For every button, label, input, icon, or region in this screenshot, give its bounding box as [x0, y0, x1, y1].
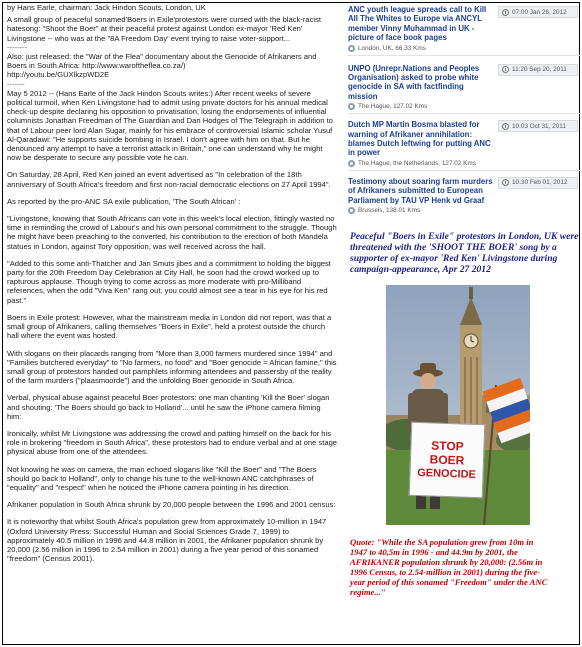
population-quote: Quote: "While the SA population grew from 10m in 1947 to 40,5m in 1996 - and 44.9m by 2001, the AFRIKANER population shrunk by 20,000: (2.56m in 1996 Census, to 2.54-million in 2001) during the five-year period of this sonamed "Freedom" under the ANC regime..." [350, 537, 548, 598]
news-location: The Hague, 127.02 Kms [348, 103, 580, 110]
sidebar [348, 3, 580, 643]
paragraph: Ironically, whilst Mr Livingstone was addressing the crowd and patting himself on the back for his role in brokering "freedom in South Africa", these protestors had to endure verbal and at one stage physical abuse from one of the attendees. [7, 428, 337, 457]
youtube-link[interactable]: http://youtu.be/GUXlkzpWD2E [7, 70, 110, 80]
location-pin-icon [348, 207, 355, 214]
article-intro: A small group of peaceful sonamed'Boers in Exile'protestors were cursed with the black-racist hatesong: "Shoot the Boer" at their peaceful protest against London ex-mayor 'Red Ken' Livingstone -- who was at the "8A Freedom Day' event trying to raise voter-support... [7, 15, 321, 43]
paragraph: Afrikaner population in South Africa shrunk by 20,000 people between the 1996 and 2001 census: [7, 500, 336, 510]
paragraph: "Livingstone, knowing that South Africans can vote in this week's local election, fittingly wasted no time in reminding the crowd of Labour's and his own personal commitment to the struggle. Though he might have been preaching to the converted, his contribution to the erection of both Mandela statues in London, against Tory opposition, was well received across the hall. [7, 214, 337, 251]
paragraph: May 5 2012 -- (Hans Earle of the Jack Hindon Scouts writes:) After recent weeks of severe political turmoil, when Ken Livingstone had to admit using private doctors for his annual medical check-up despite declaring his opposition to privatisation, losing the endorsements of influential columnists Jonathan Freedman of The Guardian and Dan Hodges of The Telegraph in addition to that of Labour peer lord Alan Sugar, mainly for his embrace of controversial Islamic scholar Yusuf Al-Qaradawi: "He supports suicide bombing in Israel. I don't agree with him on that. But he denounced any attempt to have a terrorist attack in Britain," one can understand why he might now be desperate to secure any possible vote he can. [7, 88, 333, 163]
location-pin-icon [348, 103, 355, 110]
location-pin-icon [348, 45, 355, 52]
news-headline-link[interactable]: ANC youth league spreads call to Kill All The Whites to Europe via ANCYL member Vinny Muhammad in UK - picture of face book pages [348, 5, 487, 43]
paragraph: Boers in Exile protest: However, what the mainstream media in London did not report, was that a small group of Afrikaners, calling themselves "Boers in Exile", held a protest outside the church hall where the event was hosted. [7, 312, 332, 341]
news-item[interactable] [348, 3, 580, 55]
news-item[interactable] [348, 171, 580, 217]
clock-icon [502, 9, 509, 16]
stop-boer-genocide-placard: STOP BOER GENOCIDE [409, 422, 486, 499]
clock-icon [502, 123, 509, 130]
paragraph: Not knowing he was on camera, the man echoed slogans like "Kill the Boer" and "The Boers should go back to Holland", only to change his tune to the well-known ANC catchphrases of "equality" and "respect" when he noticed the iPhone camera pointing in his direction. [7, 464, 317, 492]
news-timestamp: 11:20 Sep 20, 2011 [498, 64, 578, 76]
news-location: London, UK, 66.33 Kms [348, 45, 580, 52]
separator: ------- [7, 79, 25, 89]
clock-icon [502, 66, 509, 73]
news-timestamp: 10:30 Feb 01, 2012 [498, 177, 578, 189]
news-location: The Hague, the Netherlands, 127.02 Kms [348, 160, 580, 167]
page-frame [2, 2, 580, 645]
protest-photo [386, 285, 530, 525]
news-headline-link[interactable]: UNPO (Unrepr.Nations and Peoples Organisation) asked to probe white genocide in SA with factfinding mission [348, 63, 480, 101]
paragraph: With slogans on their placards ranging from "More than 3,000 farmers murdered since 1994" and "Families butchered everyday" to "No farmers, no food" and "Boer genocide = African famine," this small group of protestors handed out pamphlets informing attendees and passersby of the reality of the farm murders ("plaasmoorde") and the unfolding Boer genocide in South Africa. [7, 348, 337, 386]
paragraph: Verbal, physical abuse against peaceful Boer protestors: one man chanting 'Kill the Boer' slogan and shouting: 'The Boers should go back to Holland'... until he saw the iPhone camera filming him: [7, 393, 330, 421]
news-timestamp: 10:03 Oct 31, 2011 [498, 120, 578, 132]
news-item[interactable] [348, 56, 580, 114]
clock-icon [502, 179, 509, 186]
news-location: Brussels, 138.01 Kms [348, 207, 580, 214]
paragraph: On Saturday, 28 April, Red Ken joined an event advertised as "In celebration of the 18th anniversary of South Africa's freedom and first non-racial democratic elections on 27 April 1994". [7, 170, 331, 189]
photo-caption: Peaceful "Boers in Exile" protestors in London, UK were threatened with the 'SHOOT THE BOER' song by a supporter of ex-mayor 'Red Ken' Livingstone during campaign-appearance, Apr 27 2012 [350, 231, 579, 276]
documentary-note: Also: just released: the "War of the Flea" documentary about the Genocide of Afrikaners and Boers in South Africa: http://www.waroftheflea.co.za/) [7, 52, 317, 71]
paragraph: It is noteworthy that whilst South Africa's population grew from approximately 10-million in 1947 (Oxford University Press: Successful Human and Social Sciences Grade 7, 1999) to approximately 40.5 million in 1996 and 44.8 million in 2001, the Afrikaner population shrunk by 20,000 (2.56 million in 1996 to 2.54 million in 2001) during a five year period of this sonamed "freedom" (Census 2001). [7, 517, 327, 564]
separator: -------- [7, 42, 28, 52]
byline: by Hans Earle, chairman: Jack Hindon Scouts, London, UK [7, 3, 206, 12]
news-headline-link[interactable]: Testimony about soaring farm murders of Afrikaners submitted to European Parliament by TAU VP Henk vd Graaf [348, 176, 493, 205]
news-timestamp: 07:00 Jan 26, 2012 [498, 6, 578, 18]
article-column [7, 3, 337, 643]
news-headline-link[interactable]: Dutch MP Martin Bosma blasted for warning of Afrikaner annihilation: blames Dutch leftwing for putting ANC in power [348, 120, 491, 158]
paragraph: "Added to this some anti-Thatcher and Jan Smuts jibes and a commitment to holding the biggest party for the 20th Freedom Day Celebration at City Hall, he soon had the crowd worked up to rapturous applause. Though trying to come across as more moderate with pro-Milliband references, when the odd "Viva Ken" rang out, you could almost see a tear in his eye for his red past." [7, 258, 331, 305]
news-item[interactable] [348, 114, 580, 170]
location-pin-icon [348, 160, 355, 167]
paragraph: As reported by the pro-ANC SA exile publication, 'The South African' : [7, 196, 241, 206]
